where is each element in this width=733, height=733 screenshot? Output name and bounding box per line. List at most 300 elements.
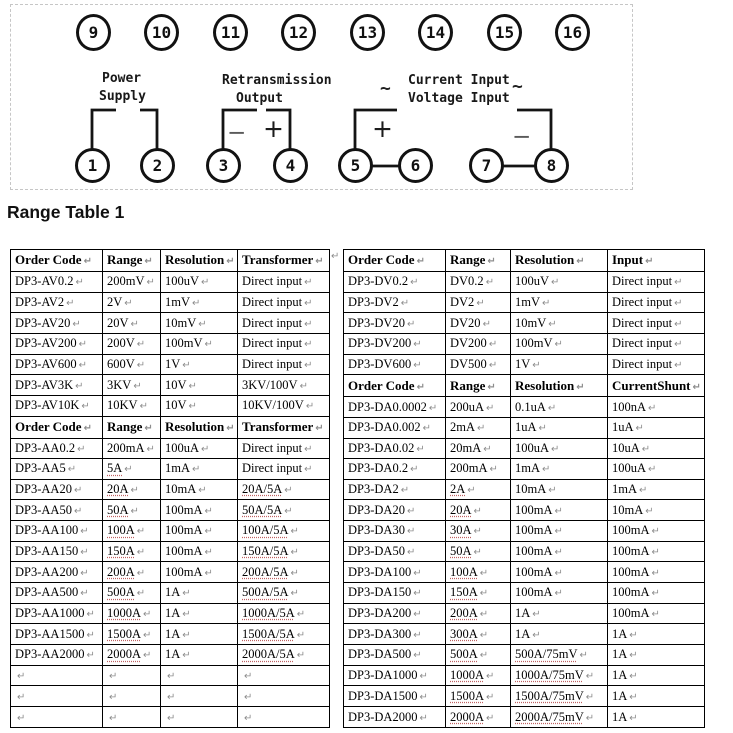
table-row-data: [11, 479, 330, 500]
table-cell: 100nA ↵: [608, 397, 705, 418]
cell-end-mark: ↵: [532, 359, 541, 371]
table-cell: DP3-AA2000 ↵: [11, 645, 103, 666]
table-row-data: [344, 313, 705, 334]
table-cell: DP3-DA1000 ↵: [344, 665, 446, 686]
table-cell: 100uV ↵: [161, 271, 238, 292]
cell-end-mark: ↵: [244, 712, 253, 724]
cell-end-mark: ↵: [192, 297, 201, 309]
table-cell: 1uA ↵: [608, 417, 705, 438]
table-row-empty: [11, 686, 330, 707]
cell-end-mark: ↵: [144, 423, 153, 435]
plus-sign-input: +: [372, 114, 393, 143]
table-cell: 100A ↵: [103, 521, 161, 542]
table-cell: DV500 ↵: [446, 354, 511, 375]
table-cell: DP3-AA500 ↵: [11, 583, 103, 604]
table-cell: 1A ↵: [161, 645, 238, 666]
table-cell: DP3-AA5 ↵: [11, 459, 103, 480]
table-cell: Resolution ↵: [511, 375, 608, 397]
table-cell: DP3-DA200 ↵: [344, 603, 446, 624]
table-cell: [161, 686, 238, 707]
terminal-14: 14: [418, 14, 453, 51]
cell-end-mark: ↵: [651, 609, 660, 621]
cell-end-mark: ↵: [182, 650, 191, 662]
table-row-data: [11, 541, 330, 562]
cell-end-mark: ↵: [419, 671, 428, 683]
table-cell: 1V ↵: [511, 354, 608, 375]
table-cell: 1A ↵: [511, 603, 608, 624]
cell-end-mark: ↵: [77, 443, 86, 455]
table-cell: [103, 665, 161, 686]
table-gap-paragraph-mark: ↵: [331, 251, 340, 262]
table-cell: DP3-AA50 ↵: [11, 500, 103, 521]
table-cell: 10uA ↵: [608, 438, 705, 459]
table-cell: 100mA ↵: [511, 541, 608, 562]
table-cell: 2A ↵: [446, 479, 511, 500]
table-cell: 100mA ↵: [161, 521, 238, 542]
cell-end-mark: ↵: [547, 402, 557, 414]
cell-end-mark: ↵: [579, 650, 588, 662]
table-cell: 100mV ↵: [511, 333, 608, 354]
cell-end-mark: ↵: [143, 650, 152, 662]
table-row-data: [344, 271, 705, 292]
table-cell: 50A ↵: [103, 500, 161, 521]
cell-end-mark: ↵: [489, 464, 498, 476]
table-cell: [11, 686, 103, 707]
cell-end-mark: ↵: [109, 671, 118, 683]
table-cell: DP3-DA500 ↵: [344, 645, 446, 666]
table-cell: DP3-AA1000 ↵: [11, 603, 103, 624]
table-cell: 3KV/100V ↵: [238, 375, 330, 396]
cell-end-mark: ↵: [651, 588, 660, 600]
table-row-data: [344, 479, 705, 500]
table-cell: DP3-DA0.02 ↵: [344, 438, 446, 459]
table-row-data: [344, 624, 705, 645]
cell-end-mark: ↵: [182, 609, 191, 621]
table-cell: Resolution ↵: [161, 416, 238, 438]
table-cell: 1mA ↵: [608, 479, 705, 500]
table-cell: DP3-DA0.0002 ↵: [344, 397, 446, 418]
cell-end-mark: ↵: [136, 567, 146, 579]
table-cell: 5A ↵: [103, 459, 161, 480]
table-cell: [11, 707, 103, 728]
cell-end-mark: ↵: [73, 505, 83, 517]
cell-end-mark: ↵: [124, 297, 133, 309]
cell-end-mark: ↵: [467, 485, 476, 497]
table-cell: 20A ↵: [103, 479, 161, 500]
cell-end-mark: ↵: [651, 526, 660, 538]
table-row-empty: [11, 665, 330, 686]
cell-end-mark: ↵: [290, 567, 299, 579]
cell-end-mark: ↵: [167, 671, 176, 683]
table-cell: Order Code ↵: [344, 375, 446, 397]
cell-end-mark: ↵: [479, 650, 489, 662]
table-cell: 100mA ↵: [161, 541, 238, 562]
table-cell: Order Code ↵: [344, 250, 446, 272]
table-row-header: [344, 250, 705, 272]
table-cell: 200A ↵: [446, 603, 511, 624]
terminal-1: 1: [75, 148, 110, 183]
table-cell: 2000A ↵: [446, 707, 511, 728]
table-cell: 200mA ↵: [446, 459, 511, 480]
table-cell: 2000A ↵: [103, 645, 161, 666]
table-cell: DP3-AA0.2 ↵: [11, 438, 103, 459]
table-cell: 100mA ↵: [608, 562, 705, 583]
cell-end-mark: ↵: [130, 318, 139, 330]
cell-end-mark: ↵: [542, 464, 551, 476]
table-cell: Direct input ↵: [238, 438, 330, 459]
table-row-data: [11, 562, 330, 583]
cell-end-mark: ↵: [81, 401, 90, 413]
table-cell: DV2 ↵: [446, 292, 511, 313]
cell-end-mark: ↵: [304, 277, 313, 289]
table-cell: 1500A ↵: [446, 686, 511, 707]
table-cell: Input ↵: [608, 250, 705, 272]
table-row-data: [11, 645, 330, 666]
terminal-15: 15: [487, 14, 522, 51]
cell-end-mark: ↵: [410, 277, 419, 289]
table-cell: 1mV ↵: [511, 292, 608, 313]
table-cell: DP3-AV10K ↵: [11, 395, 103, 416]
table-cell: 20mA ↵: [446, 438, 511, 459]
cell-end-mark: ↵: [305, 401, 315, 413]
table-row-data: [344, 333, 705, 354]
cell-end-mark: ↵: [136, 588, 146, 600]
table-cell: DP3-AV0.2 ↵: [11, 271, 103, 292]
table-cell: DP3-AA200 ↵: [11, 562, 103, 583]
table-cell: 100mA ↵: [608, 603, 705, 624]
table-row-data: [11, 438, 330, 459]
table-cell: DP3-AV20 ↵: [11, 313, 103, 334]
table-cell: 500A ↵: [446, 645, 511, 666]
plus-sign-retransmission: +: [263, 114, 284, 143]
cell-end-mark: ↵: [413, 629, 422, 641]
table-row-data: [344, 500, 705, 521]
table-cell: Transformer ↵: [238, 250, 330, 272]
table-cell: 10V ↵: [161, 375, 238, 396]
table-cell: 1000A ↵: [446, 665, 511, 686]
cell-end-mark: ↵: [487, 256, 496, 268]
cell-end-mark: ↵: [304, 464, 313, 476]
cell-end-mark: ↵: [290, 588, 299, 600]
table-row-data: [344, 541, 705, 562]
cell-end-mark: ↵: [554, 526, 563, 538]
table-cell: 500A ↵: [103, 583, 161, 604]
terminal-12: 12: [281, 14, 316, 51]
table-row-data: [344, 686, 705, 707]
table-cell: [238, 665, 330, 686]
table-cell: Range ↵: [446, 375, 511, 397]
table-cell: DP3-DA20 ↵: [344, 500, 446, 521]
cell-end-mark: ↵: [554, 339, 563, 351]
table-cell: 1A ↵: [608, 624, 705, 645]
cell-end-mark: ↵: [400, 485, 410, 497]
table-row-data: [11, 375, 330, 396]
cell-end-mark: ↵: [406, 547, 416, 559]
table-cell: DP3-AV2 ↵: [11, 292, 103, 313]
ac-tilde-left-icon: ~: [380, 78, 391, 99]
cell-end-mark: ↵: [109, 712, 118, 724]
table-cell: 100uV ↵: [511, 271, 608, 292]
cell-end-mark: ↵: [645, 256, 654, 268]
terminal-2: 2: [140, 148, 175, 183]
table-cell: Direct input ↵: [238, 333, 330, 354]
cell-end-mark: ↵: [244, 691, 253, 703]
table-cell: 100mA ↵: [511, 562, 608, 583]
table-cell: DV20 ↵: [446, 313, 511, 334]
cell-end-mark: ↵: [198, 318, 207, 330]
cell-end-mark: ↵: [416, 256, 425, 268]
table-cell: 10KV ↵: [103, 395, 161, 416]
table-cell: 2mA ↵: [446, 417, 511, 438]
table-row-data: [344, 707, 705, 728]
table-cell: 20V ↵: [103, 313, 161, 334]
terminal-5: 5: [338, 148, 373, 183]
table-cell: DP3-AA100 ↵: [11, 521, 103, 542]
table-cell: Transformer ↵: [238, 416, 330, 438]
cell-end-mark: ↵: [585, 691, 595, 703]
table-cell: 600V ↵: [103, 354, 161, 375]
cell-end-mark: ↵: [73, 485, 83, 497]
table-cell: 1A ↵: [161, 583, 238, 604]
cell-end-mark: ↵: [554, 505, 563, 517]
terminal-3: 3: [206, 148, 241, 183]
cell-end-mark: ↵: [146, 443, 155, 455]
cell-end-mark: ↵: [648, 464, 657, 476]
table-cell: Direct input ↵: [608, 271, 705, 292]
table-row-data: [11, 459, 330, 480]
minus-sign-retransmission: −: [227, 120, 247, 146]
table-row-empty: [11, 707, 330, 728]
cell-end-mark: ↵: [674, 359, 683, 371]
table-row-data: [11, 583, 330, 604]
table-cell: DP3-DV200 ↵: [344, 333, 446, 354]
table-row-data: [344, 459, 705, 480]
cell-end-mark: ↵: [548, 485, 557, 497]
cell-end-mark: ↵: [204, 526, 213, 538]
table-cell: 100mA ↵: [161, 562, 238, 583]
table-row-data: [344, 665, 705, 686]
voltage-current-range-table: [10, 249, 330, 728]
table-cell: [103, 686, 161, 707]
cell-end-mark: ↵: [133, 380, 142, 392]
table-cell: 100mA ↵: [161, 500, 238, 521]
table-cell: 1000A/75mV ↵: [511, 665, 608, 686]
table-cell: 2000A/75mV ↵: [511, 707, 608, 728]
cell-end-mark: ↵: [72, 318, 81, 330]
cell-end-mark: ↵: [304, 318, 313, 330]
table-row-data: [11, 500, 330, 521]
table-cell: 0.1uA ↵: [511, 397, 608, 418]
table-cell: Direct input ↵: [238, 459, 330, 480]
table-cell: 3KV ↵: [103, 375, 161, 396]
table-cell: 1000A ↵: [103, 603, 161, 624]
cell-end-mark: ↵: [17, 712, 26, 724]
cell-end-mark: ↵: [66, 297, 75, 309]
table-cell: DP3-DA150 ↵: [344, 583, 446, 604]
table-cell: 1A ↵: [608, 645, 705, 666]
cell-end-mark: ↵: [554, 567, 563, 579]
table-cell: 10mA ↵: [608, 500, 705, 521]
cell-end-mark: ↵: [629, 650, 638, 662]
table-row-data: [11, 292, 330, 313]
cell-end-mark: ↵: [674, 339, 683, 351]
table-row-data: [11, 395, 330, 416]
table-row-data: [344, 292, 705, 313]
cell-end-mark: ↵: [284, 505, 293, 517]
table-row-data: [11, 271, 330, 292]
cell-end-mark: ↵: [486, 402, 495, 414]
cell-end-mark: ↵: [290, 547, 299, 559]
table-cell: 1500A/75mV ↵: [511, 686, 608, 707]
table-cell: 20A/5A ↵: [238, 479, 330, 500]
table-row-data: [344, 562, 705, 583]
table-cell: [238, 686, 330, 707]
table-cell: 200V ↵: [103, 333, 161, 354]
cell-end-mark: ↵: [629, 671, 638, 683]
table-cell: 1A ↵: [511, 624, 608, 645]
cell-end-mark: ↵: [554, 588, 563, 600]
table-cell: 1mA ↵: [161, 459, 238, 480]
cell-end-mark: ↵: [551, 443, 560, 455]
cell-end-mark: ↵: [78, 339, 87, 351]
cell-end-mark: ↵: [410, 464, 419, 476]
table-cell: Direct input ↵: [238, 313, 330, 334]
table-cell: 100mA ↵: [511, 500, 608, 521]
table-row-data: [344, 354, 705, 375]
table-cell: 200mA ↵: [103, 438, 161, 459]
cell-end-mark: ↵: [406, 526, 416, 538]
current-input-label: Current Input: [408, 73, 510, 88]
table-row-data: [344, 645, 705, 666]
table-cell: Direct input ↵: [608, 313, 705, 334]
cell-end-mark: ↵: [304, 359, 313, 371]
table-cell: 1500A/5A ↵: [238, 624, 330, 645]
cell-end-mark: ↵: [538, 423, 547, 435]
cell-end-mark: ↵: [483, 443, 492, 455]
table-cell: 10mA ↵: [161, 479, 238, 500]
table-cell: Order Code ↵: [11, 250, 103, 272]
cell-end-mark: ↵: [576, 381, 585, 393]
cell-end-mark: ↵: [188, 401, 197, 413]
cell-end-mark: ↵: [416, 443, 425, 455]
table-cell: 150A ↵: [446, 583, 511, 604]
cell-end-mark: ↵: [585, 671, 595, 683]
table-cell: 1A ↵: [608, 665, 705, 686]
cell-end-mark: ↵: [75, 380, 84, 392]
cell-end-mark: ↵: [83, 256, 92, 268]
table-cell: DP3-DA50 ↵: [344, 541, 446, 562]
cell-end-mark: ↵: [136, 359, 146, 371]
cell-end-mark: ↵: [413, 609, 422, 621]
cell-end-mark: ↵: [67, 464, 77, 476]
cell-end-mark: ↵: [413, 567, 422, 579]
cell-end-mark: ↵: [585, 712, 595, 724]
table-cell: 100mA ↵: [608, 541, 705, 562]
terminal-16: 16: [555, 14, 590, 51]
cell-end-mark: ↵: [554, 547, 563, 559]
table-cell: 50A/5A ↵: [238, 500, 330, 521]
cell-end-mark: ↵: [204, 339, 213, 351]
table-cell: 10mV ↵: [161, 313, 238, 334]
cell-end-mark: ↵: [487, 381, 496, 393]
cell-end-mark: ↵: [488, 359, 498, 371]
cell-end-mark: ↵: [296, 650, 306, 662]
table-cell: 200uA ↵: [446, 397, 511, 418]
table-cell: 100mA ↵: [511, 521, 608, 542]
cell-end-mark: ↵: [143, 609, 152, 621]
table-cell: DP3-DA0.002 ↵: [344, 417, 446, 438]
table-cell: CurrentShunt ↵: [608, 375, 705, 397]
cell-end-mark: ↵: [144, 256, 153, 268]
cell-end-mark: ↵: [473, 547, 482, 559]
table-cell: 200mV ↵: [103, 271, 161, 292]
table-cell: 500A/5A ↵: [238, 583, 330, 604]
cell-end-mark: ↵: [645, 505, 654, 517]
cell-end-mark: ↵: [485, 277, 495, 289]
cell-end-mark: ↵: [651, 547, 660, 559]
cell-end-mark: ↵: [167, 712, 176, 724]
cell-end-mark: ↵: [201, 277, 210, 289]
cell-end-mark: ↵: [413, 650, 422, 662]
table-cell: 10KV/100V ↵: [238, 395, 330, 416]
table-cell: 10mV ↵: [511, 313, 608, 334]
cell-end-mark: ↵: [204, 567, 213, 579]
cell-end-mark: ↵: [641, 443, 651, 455]
table-cell: DP3-DV20 ↵: [344, 313, 446, 334]
table-row-data: [11, 624, 330, 645]
table-cell: 100uA ↵: [161, 438, 238, 459]
table-row-header: [11, 416, 330, 438]
table-row-header: [11, 250, 330, 272]
cell-end-mark: ↵: [486, 712, 495, 724]
cell-end-mark: ↵: [226, 256, 235, 268]
table-row-data: [344, 417, 705, 438]
table-cell: 500A/75mV ↵: [511, 645, 608, 666]
table-cell: Direct input ↵: [238, 271, 330, 292]
cell-end-mark: ↵: [479, 567, 489, 579]
table-cell: DP3-AA20 ↵: [11, 479, 103, 500]
cell-end-mark: ↵: [204, 547, 213, 559]
table-cell: 100mA ↵: [511, 583, 608, 604]
cell-end-mark: ↵: [201, 443, 210, 455]
table-cell: DV200 ↵: [446, 333, 511, 354]
table-cell: 10mA ↵: [511, 479, 608, 500]
table-cell: DP3-DA100 ↵: [344, 562, 446, 583]
table-cell: 200A/5A ↵: [238, 562, 330, 583]
cell-end-mark: ↵: [419, 712, 428, 724]
cell-end-mark: ↵: [629, 629, 638, 641]
cell-end-mark: ↵: [413, 359, 422, 371]
cell-end-mark: ↵: [17, 671, 26, 683]
cell-end-mark: ↵: [139, 401, 148, 413]
table-row-data: [344, 583, 705, 604]
ac-tilde-right-icon: ~: [512, 76, 523, 97]
cell-end-mark: ↵: [146, 277, 155, 289]
table-cell: [161, 665, 238, 686]
table-row-data: [344, 521, 705, 542]
table-cell: Direct input ↵: [238, 292, 330, 313]
terminal-13: 13: [350, 14, 385, 51]
cell-end-mark: ↵: [182, 588, 191, 600]
table-cell: [11, 665, 103, 686]
cell-end-mark: ↵: [83, 423, 92, 435]
table-cell: Resolution ↵: [511, 250, 608, 272]
cell-end-mark: ↵: [486, 691, 495, 703]
retransmission-output-label-line1: Retransmission: [222, 73, 332, 88]
terminal-10: 10: [144, 14, 179, 51]
terminal-6: 6: [398, 148, 433, 183]
cell-end-mark: ↵: [551, 277, 560, 289]
